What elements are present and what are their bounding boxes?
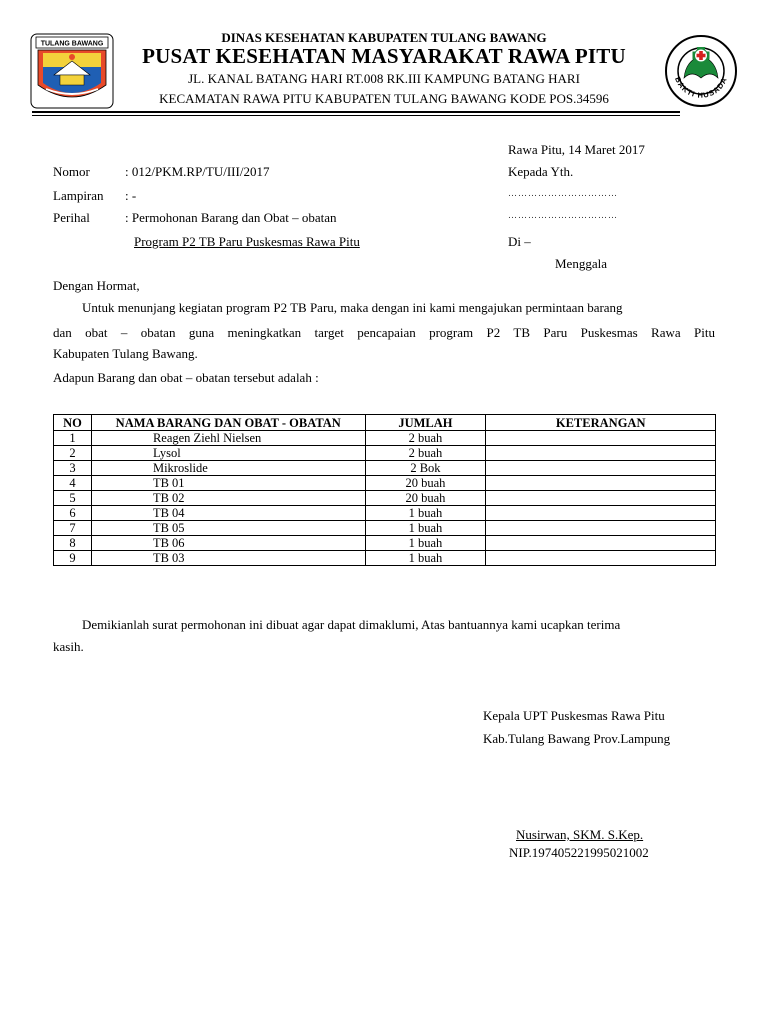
table-row xyxy=(54,536,716,551)
table-header-row xyxy=(54,415,716,431)
nomor-label: Nomor xyxy=(53,164,90,179)
header-notes: KETERANGAN xyxy=(486,415,716,431)
cell-notes xyxy=(486,431,716,446)
address-line-2: KECAMATAN RAWA PITU KABUPATEN TULANG BAWANG KODE POS.34596 xyxy=(159,91,609,106)
header-item-name: NAMA BARANG DAN OBAT - OBATAN xyxy=(91,415,365,431)
header-divider-thick xyxy=(32,111,680,113)
table-row xyxy=(54,461,716,476)
recipient-label: Kepada Yth. xyxy=(508,164,574,179)
cell-notes xyxy=(486,551,716,566)
right-logo-text: BAKTI HUSADA xyxy=(673,75,729,100)
perihal-value: : Permohonan Barang dan Obat – obatan xyxy=(125,210,337,225)
recipient-city: Menggala xyxy=(555,256,607,271)
cell-item-name: TB 03 xyxy=(91,551,365,566)
signatory-name: Nusirwan, SKM. S.Kep. xyxy=(516,827,644,842)
table-row xyxy=(54,521,716,536)
items-table xyxy=(53,414,716,566)
lampiran-label: Lampiran xyxy=(53,188,104,203)
cell-no: 9 xyxy=(54,551,92,566)
cell-notes xyxy=(486,521,716,536)
table-row xyxy=(54,551,716,566)
cell-item-name: Mikroslide xyxy=(91,461,365,476)
cell-item-name: TB 05 xyxy=(91,521,365,536)
cell-no: 6 xyxy=(54,506,92,521)
cell-item-name: Reagen Ziehl Nielsen xyxy=(91,431,365,446)
table-row xyxy=(54,491,716,506)
cell-notes xyxy=(486,461,716,476)
recipient-line-1: …………………………… xyxy=(508,188,618,198)
cell-item-name: Lysol xyxy=(91,446,365,461)
table-row xyxy=(54,506,716,521)
signatory-title-2: Kab.Tulang Bawang Prov.Lampung xyxy=(483,731,671,746)
body-line-3: Kabupaten Tulang Bawang. xyxy=(53,346,198,361)
address-line-1: JL. KANAL BATANG HARI RT.008 RK.III KAMPUNG BATANG HARI xyxy=(188,71,580,86)
cell-no: 3 xyxy=(54,461,92,476)
table-row xyxy=(54,476,716,491)
cell-notes xyxy=(486,506,716,521)
cell-quantity: 1 buah xyxy=(365,536,486,551)
nomor-value: : 012/PKM.RP/TU/III/2017 xyxy=(125,164,270,179)
closing-line-1: Demikianlah surat permohonan ini dibuat agar dapat dimaklumi, Atas bantuannya kami ucapkan terima xyxy=(82,617,621,632)
di-label: Di – xyxy=(508,234,531,249)
cell-quantity: 20 buah xyxy=(365,491,486,506)
cell-quantity: 1 buah xyxy=(365,551,486,566)
cell-no: 1 xyxy=(54,431,92,446)
cell-notes xyxy=(486,476,716,491)
cell-no: 7 xyxy=(54,521,92,536)
place-date: Rawa Pitu, 14 Maret 2017 xyxy=(508,142,645,157)
cell-quantity: 2 Bok xyxy=(365,461,486,476)
cell-quantity: 1 buah xyxy=(365,521,486,536)
table-row xyxy=(54,446,716,461)
cell-quantity: 2 buah xyxy=(365,446,486,461)
cell-item-name: TB 06 xyxy=(91,536,365,551)
greeting: Dengan Hormat, xyxy=(53,278,140,293)
closing-line-2: kasih. xyxy=(53,639,84,654)
cell-no: 5 xyxy=(54,491,92,506)
cell-no: 8 xyxy=(54,536,92,551)
cell-notes xyxy=(486,491,716,506)
header-quantity: JUMLAH xyxy=(365,415,486,431)
perihal-value-line-2: Program P2 TB Paru Puskesmas Rawa Pitu xyxy=(134,234,360,249)
table-row xyxy=(54,431,716,446)
agency-name: DINAS KESEHATAN KABUPATEN TULANG BAWANG xyxy=(221,30,547,45)
cell-item-name: TB 01 xyxy=(91,476,365,491)
cell-item-name: TB 02 xyxy=(91,491,365,506)
cell-item-name: TB 04 xyxy=(91,506,365,521)
signatory-nip: NIP.197405221995021002 xyxy=(509,845,649,860)
cell-quantity: 20 buah xyxy=(365,476,486,491)
perihal-label: Perihal xyxy=(53,210,90,225)
cell-quantity: 1 buah xyxy=(365,506,486,521)
lampiran-value: : - xyxy=(125,188,137,203)
cell-no: 2 xyxy=(54,446,92,461)
institution-name: PUSAT KESEHATAN MASYARAKAT RAWA PITU xyxy=(142,44,626,68)
left-logo-text: TULANG BAWANG xyxy=(40,40,104,48)
recipient-line-2: …………………………… xyxy=(508,210,618,220)
header-no: NO xyxy=(54,415,92,431)
body-line-2: dan obat – obatan guna meningkatkan target pencapaian program P2 TB Paru Puskesmas Rawa Pitu xyxy=(53,325,715,340)
body-line-4: Adapun Barang dan obat – obatan tersebut adalah : xyxy=(53,370,319,385)
cell-no: 4 xyxy=(54,476,92,491)
cell-notes xyxy=(486,446,716,461)
cell-quantity: 2 buah xyxy=(365,431,486,446)
body-line-1: Untuk menunjang kegiatan program P2 TB Paru, maka dengan ini kami mengajukan permintaan barang xyxy=(82,300,623,315)
header-divider-thin xyxy=(32,115,680,116)
cell-notes xyxy=(486,536,716,551)
signatory-title-1: Kepala UPT Puskesmas Rawa Pitu xyxy=(483,708,665,723)
